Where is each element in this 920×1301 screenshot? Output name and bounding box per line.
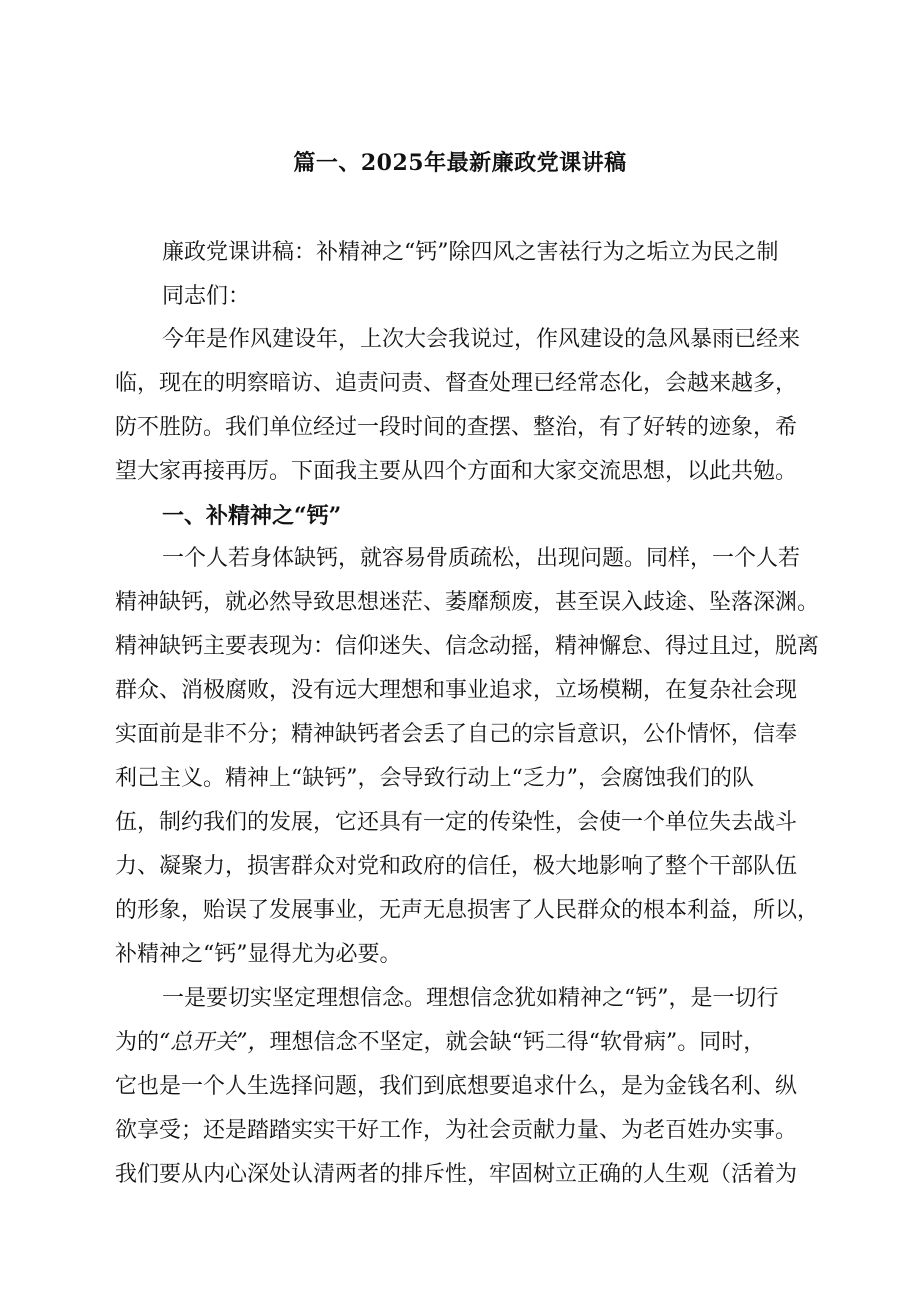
paragraph-line: 今年是作风建设年，上次大会我说过，作风建设的急风暴雨已经来 [162,327,801,352]
paragraph-line: 欲享受；还是踏踏实实干好工作，为社会贡献力量、为老百姓办实事。 [115,1118,798,1143]
paragraph-line: 防不胜防。我们单位经过一段时间的查摆、整治，有了好转的迹象，希 [115,415,798,440]
italic-phrase: “总开关”， [159,1030,270,1055]
paragraph-line: 力、凝聚力，损害群众对党和政府的信任，极大地影响了整个干部队伍 [115,854,798,879]
line-prefix: 为的 [115,1030,160,1055]
line-rest: 理想信念不坚定，就会缺“钙二得“软骨病”。同时， [269,1030,766,1055]
paragraph-line: 精神缺钙，就必然导致思想迷茫、萎靡颓废，甚至误入歧途、坠落深渊。 [115,590,820,615]
paragraph-line: 伍，制约我们的发展，它还具有一定的传染性，会使一个单位失去战斗 [115,810,798,835]
section-heading: 一、补精神之“钙” [162,503,342,529]
paragraph-line: 群众、消极腐败，没有远大理想和事业追求，立场模糊，在复杂社会现 [115,678,798,703]
paragraph-line: 一个人若身体缺钙，就容易骨质疏松，出现问题。同样，一个人若 [162,546,801,571]
paragraph-line: 实面前是非不分；精神缺钙者会丢了自己的宗旨意识，公仆情怀，信奉 [115,722,798,747]
subtitle-line: 廉政党课讲稿：补精神之“钙”除四风之害祛行为之垢立为民之制 [162,240,779,265]
paragraph-line: 它也是一个人生选择问题，我们到底想要追求什么，是为金钱名利、纵 [115,1074,798,1099]
paragraph-line: 补精神之“钙”显得尤为必要。 [115,942,402,967]
paragraph-line: 临，现在的明察暗访、追责问责、督查处理已经常态化，会越来越多， [115,371,798,396]
paragraph-line: 望大家再接再厉。下面我主要从四个方面和大家交流思想，以此共勉。 [115,459,798,484]
paragraph-line: 精神缺钙主要表现为：信仰迷失、信念动摇，精神懈怠、得过且过，脱离 [115,634,820,659]
paragraph-line: 利己主义。精神上“缺钙”，会导致行动上“乏力”，会腐蚀我们的队 [115,766,754,791]
salutation: 同志们： [162,284,251,309]
paragraph-line [115,1028,765,1058]
document-title: 篇一、2025年最新廉政党课讲稿 [293,150,627,176]
paragraph-line: 的形象，贻误了发展事业，无声无息损害了人民群众的根本利益，所以， [115,898,820,923]
paragraph-line: 我们要从内心深处认清两者的排斥性，牢固树立正确的人生观（活着为 [115,1162,798,1187]
paragraph-line: 一是要切实坚定理想信念。理想信念犹如精神之“钙”，是一切行 [162,986,779,1011]
